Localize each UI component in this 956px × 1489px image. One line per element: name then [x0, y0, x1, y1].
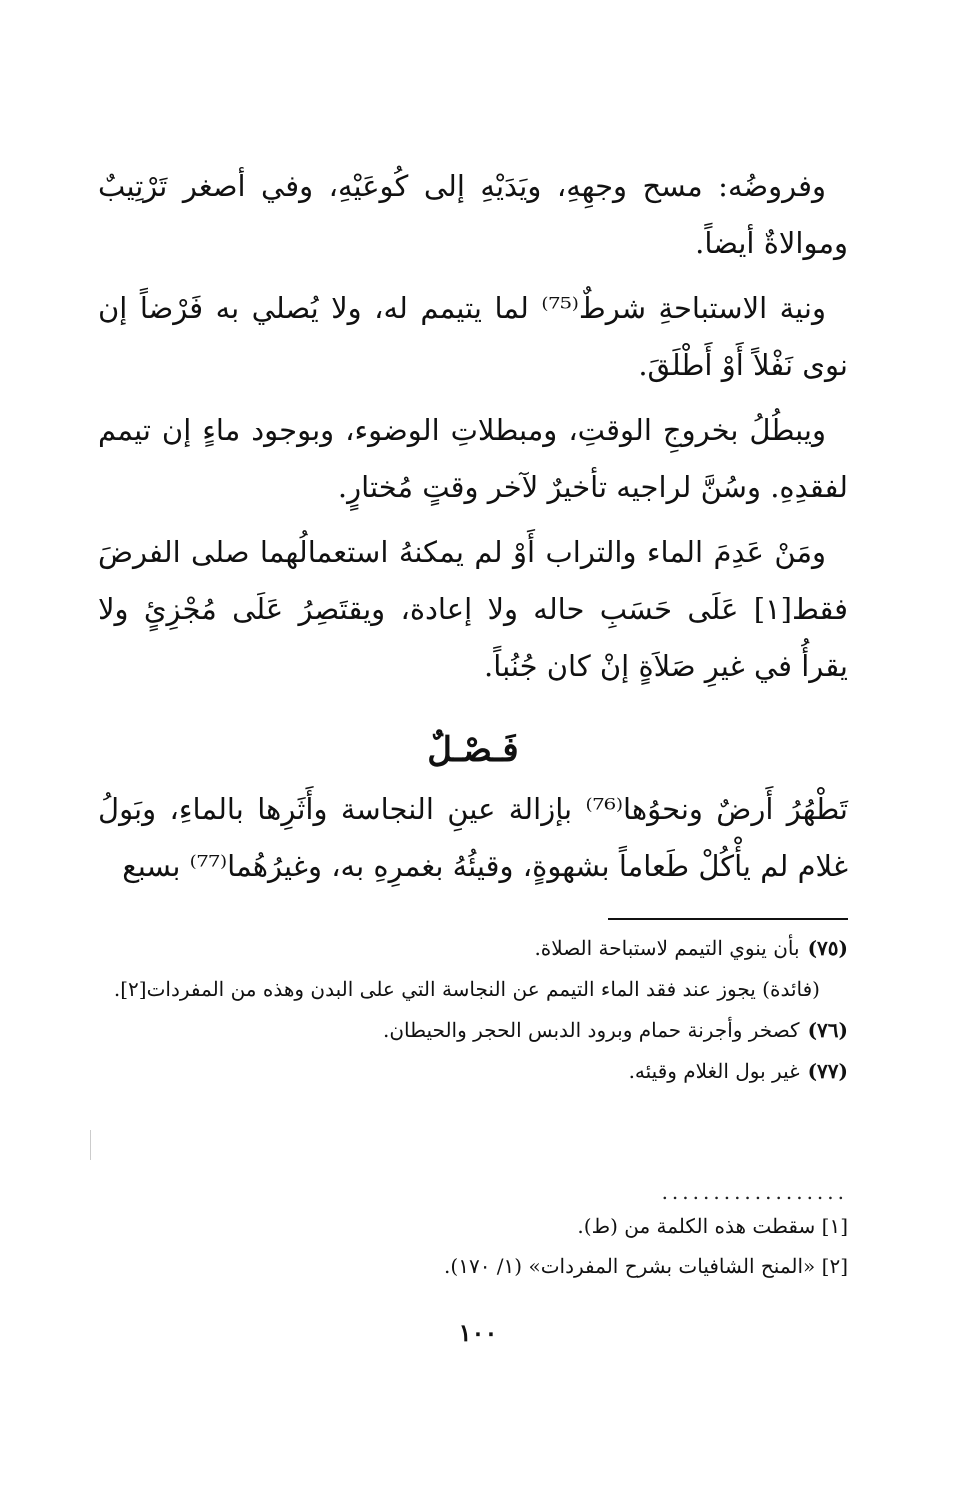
editor-note-1: [١] سقطت هذه الكلمة من (ط).: [577, 1214, 848, 1238]
section-paragraph: تَطْهُرُ أَرضٌ ونحوُها⁽⁷⁶⁾ بإزالة عينِ النجاسة وأَثَرِها بالماءِ، وبَولُ غلام لم يأْكُلْ طَعاماً بشهوةٍ، وقيئُهُ بغمرِهِ به، وغيرُهُما⁽⁷⁷⁾ بسبع: [98, 792, 848, 883]
paragraph-2: ونية الاستباحةِ شرطٌ⁽⁷⁵⁾ لما يتيمم له، ولا يُصلي به فَرْضاً إن نوى نَفْلاً أَوْ أَطْلَقَ.: [98, 291, 848, 382]
footnote-number: (٧٧): [807, 1059, 848, 1083]
section-heading: فَـصْـلٌ: [427, 730, 519, 770]
footnote-benefit: [98, 971, 848, 1008]
page-number: ١٠٠: [458, 1318, 498, 1347]
footnotes-block: [98, 930, 848, 1094]
footnote-separator-line: [608, 918, 848, 920]
footnote-number: (٧٥): [807, 936, 848, 960]
paragraph-3: ويبطُلُ بخروجِ الوقتِ، ومبطلاتِ الوضوء، وبوجود ماءٍ إن تيمم لفقدِهِ. وسُنَّ لراجيه تأخيرٌ لآخر وقتٍ مُختارٍ.: [98, 413, 848, 504]
footnote-text: بأن ينوي التيمم لاستباحة الصلاة.: [534, 936, 800, 960]
footnote-76: [98, 1012, 848, 1049]
editor-notes-block: [98, 1206, 848, 1286]
footnote-text: غير بول الغلام وقيئه.: [628, 1059, 800, 1083]
paragraph-1: وفروضُه: مسح وجهِهِ، ويَدَيْهِ إلى كُوعَيْهِ، وفي أصغر تَرْتِيبٌ وموالاةٌ أيضاً.: [98, 169, 848, 260]
footnote-text: كصخر وأجرنة حمام وبرود الدبس الحجر والحيطان.: [382, 1018, 800, 1042]
margin-mark: [90, 1130, 91, 1160]
dotted-separator: ..................: [661, 1180, 848, 1204]
footnote-text: (فائدة) يجوز عند فقد الماء التيمم عن النجاسة التي على البدن وهذه من المفردات[٢].: [113, 977, 820, 1001]
footnote-75: [98, 930, 848, 967]
editor-note-2: [٢] «المنح الشافيات بشرح المفردات» (١/ ١٧٠).: [444, 1254, 848, 1278]
footnote-77: [98, 1053, 848, 1090]
footnote-number: (٧٦): [807, 1018, 848, 1042]
paragraph-4: ومَنْ عَدِمَ الماء والتراب أَوْ لم يمكنهُ استعمالُهما صلى الفرضَ فقط[١] عَلَى حَسَبِ حاله ولا إعادة، ويقتَصِرُ عَلَى مُجْزِئٍ ولا يقرأُ في غيرِ صَلاَةٍ إنْ كان جُنُباً.: [98, 535, 848, 683]
main-text-block: [98, 158, 848, 903]
